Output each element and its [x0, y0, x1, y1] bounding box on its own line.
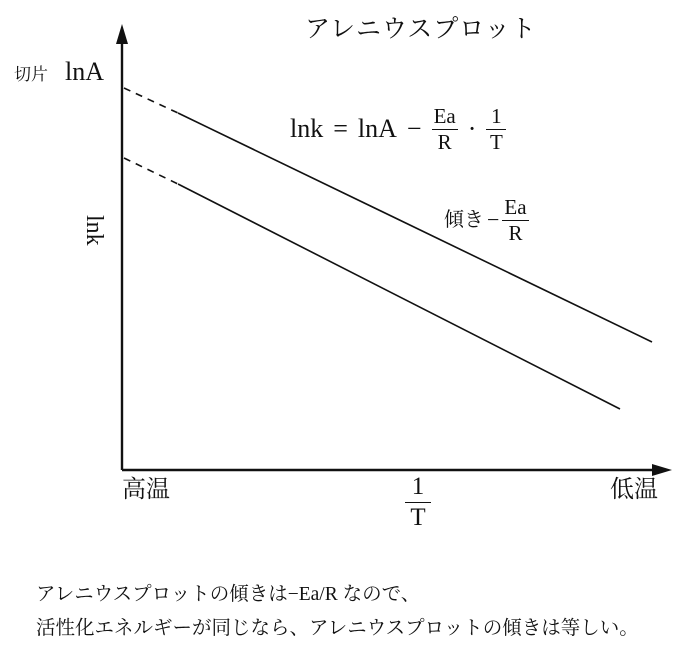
lower-line-dashed-segment	[124, 158, 178, 184]
slope-fraction-ea-over-r	[502, 196, 528, 244]
figure-caption-line-2: 活性化エネルギーが同じなら、アレニウスプロットの傾きは等しい。	[36, 618, 639, 640]
figure-caption	[36, 578, 639, 646]
x-axis-tick-label-high-temp: 高温	[122, 477, 170, 503]
y-intercept-value-label: lnA	[65, 57, 104, 86]
equation-fraction-numerator-one: 1	[491, 104, 502, 128]
lower-line	[178, 184, 620, 409]
equation-term-lnA: lnA	[357, 114, 397, 144]
x-axis-label-fraction-bar	[405, 502, 431, 503]
equation-fraction-ea-over-r	[432, 105, 458, 153]
equation-minus-sign: −	[406, 114, 422, 144]
y-axis-arrowhead	[116, 24, 128, 44]
slope-annotation	[444, 196, 529, 244]
equation-fraction-one-over-t	[486, 105, 506, 153]
slope-fraction-numerator-ea: Ea	[504, 195, 527, 219]
x-axis-arrowhead	[652, 464, 672, 476]
equation-multiplication-dot: ·	[467, 114, 477, 144]
arrhenius-equation	[290, 105, 506, 153]
equation-equals-sign: =	[333, 114, 348, 144]
x-axis-label-numerator: 1	[411, 473, 425, 500]
equation-fraction-denominator-t: T	[489, 130, 503, 155]
slope-annotation-minus-sign: −	[487, 207, 500, 233]
x-axis-tick-label-low-temp: 低温	[610, 477, 658, 503]
upper-line-dashed-segment	[124, 88, 178, 113]
equation-lhs: lnk	[290, 114, 324, 144]
y-axis-label: lnk	[81, 215, 107, 246]
equation-fraction-denominator-r: R	[437, 130, 452, 155]
slope-annotation-prefix: 傾き	[444, 209, 484, 232]
x-axis-label-fraction	[398, 474, 438, 530]
figure-caption-line-1: アレニウスプロットの傾きは−Ea/R なので、	[36, 584, 421, 605]
slope-fraction-denominator-r: R	[508, 221, 523, 246]
intercept-annotation-label: 切片	[14, 65, 48, 84]
x-axis-label-denominator: T	[410, 504, 426, 531]
chart-title: アレニウスプロット	[305, 16, 537, 43]
equation-fraction-numerator-ea: Ea	[433, 104, 456, 128]
